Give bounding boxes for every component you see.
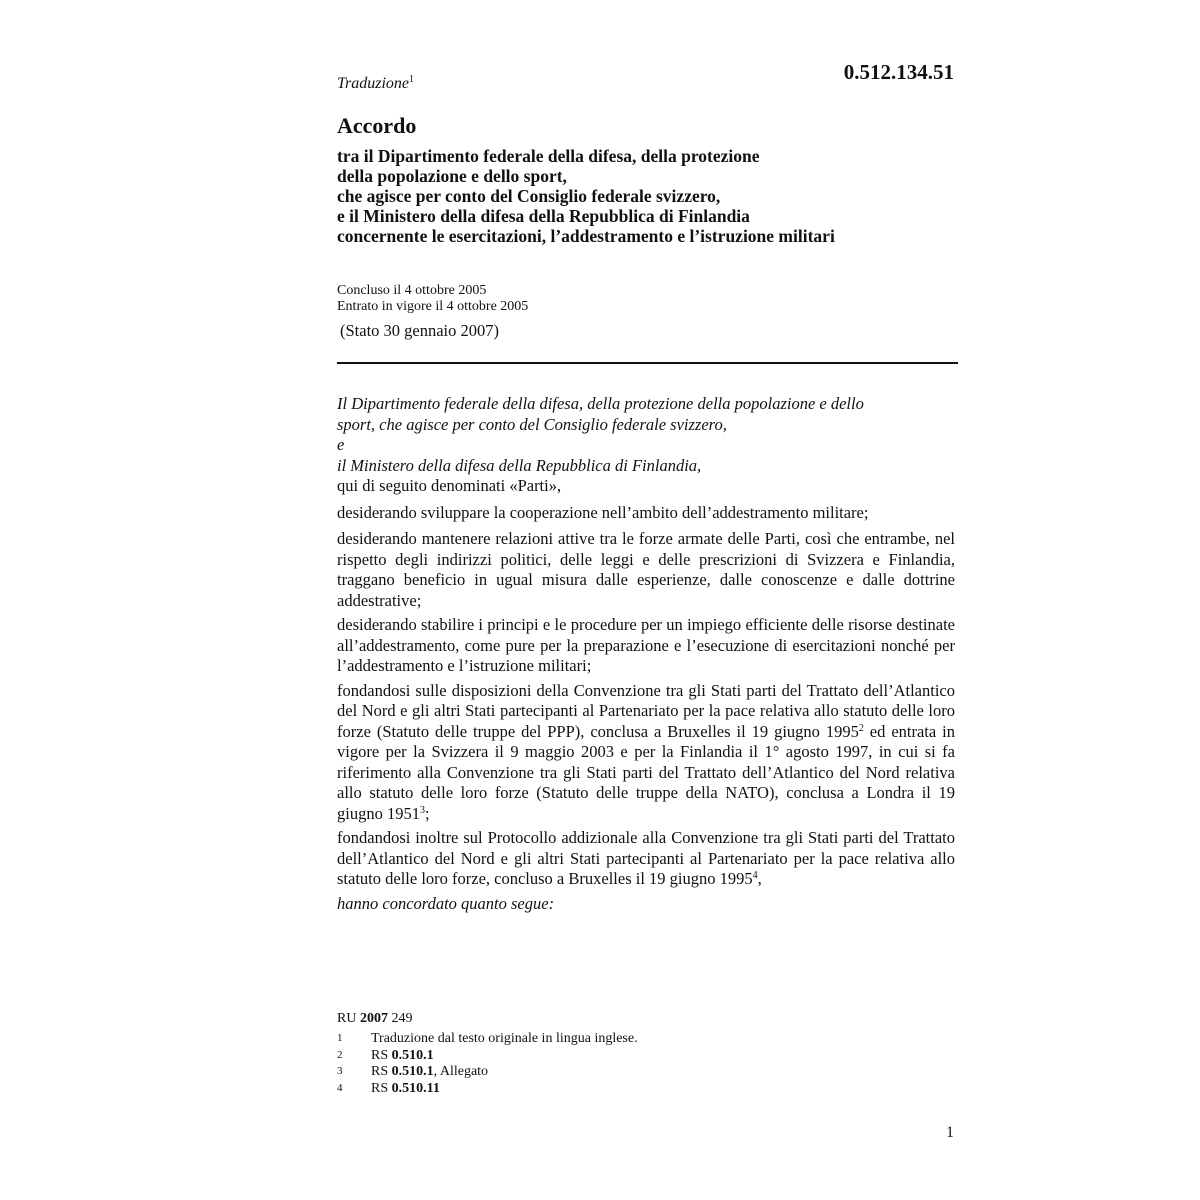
footnote [337,1081,638,1098]
dates-block [337,283,528,315]
recital-4 [337,681,955,825]
footnote-ref-1: 1 [409,74,415,85]
in-force-date: Entrato in vigore il 4 ottobre 2005 [337,299,529,314]
subtitle-line: della popolazione e dello sport, [337,166,567,186]
status-date: (Stato 30 gennaio 2007) [340,321,500,340]
subtitle-line: concernente le esercitazioni, l’addestramento e l’istruzione militari [337,226,835,246]
footnote-number: 3 [337,1065,343,1077]
page-number: 1 [946,1124,954,1141]
subtitle-line: che agisce per conto del Consiglio federale svizzero, [337,186,721,206]
translation-note [337,74,414,93]
footnote-text [371,1064,488,1081]
horizontal-rule [337,362,958,364]
conjunction: e [337,435,345,454]
document-number: 0.512.134.51 [843,60,954,84]
footnote-text-main: Traduzione dal testo originale in lingua inglese. [371,1031,638,1046]
footnote-number: 4 [337,1081,343,1094]
recital-4-text-b: ed entrata in vigore per la Svizzera il 9 maggio 2003 e per la Finlandia il 1° agosto 1997, in cui si fa riferimento alla Convenzione tra gli Stati parti del Trattato dell’Atlantico del Nord relativa allo statuto delle loro forze (Statuto delle truppe della NATO), conclusa a Londra il 19 giugno 1951 [337,721,956,823]
ru-prefix: RU [337,1011,360,1026]
recital-1: desiderando sviluppare la cooperazione nell’ambito dell’addestramento militare; [337,502,869,522]
ru-year: 2007 [359,1011,388,1026]
official-collection-ref [337,1011,412,1027]
footnote-text [371,1081,440,1098]
recital-4-text-c: ; [424,803,430,823]
footnotes [337,1031,638,1097]
footnote-text-main: RS [371,1064,392,1079]
closing-formula: hanno concordato quanto segue: [337,893,555,913]
document-subtitle [337,146,967,246]
party-1-line-1: Il Dipartimento federale della difesa, della protezione della popolazione e dello [337,394,864,413]
subtitle-line: e il Ministero della difesa della Repubblica di Finlandia [337,206,750,226]
footnote-ref-4: 4 [752,870,758,881]
subtitle-line: tra il Dipartimento federale della difesa, della protezione [337,146,760,166]
footnote-ref-2: 2 [858,722,864,734]
footnote-text-rest: , Allegato [433,1064,489,1079]
footnote-text-bold: 0.510.11 [391,1080,440,1096]
ru-page: 249 [387,1011,413,1026]
footnote [337,1048,638,1065]
footnote-text [371,1048,434,1065]
recital-5 [337,828,955,890]
footnote-text-bold: 0.510.1 [391,1047,434,1063]
document-title: Accordo [337,113,417,138]
party-1-line-2: sport, che agisce per conto del Consiglio federale svizzero, [337,414,727,434]
footnote [337,1031,638,1048]
recital-4-text-a: fondandosi sulle disposizioni della Convenzione tra gli Stati parti del Trattato dell’Atlantico del Nord e gli altri Stati partecipanti al Partenariato per la pace relativa allo statuto delle loro forze (Statuto delle truppe del PPP), conclusa a Bruxelles il 19 giugno 1995 [337,680,955,741]
footnote-number: 2 [337,1048,343,1061]
footnote-text-main: RS [371,1080,392,1096]
translation-label: Traduzione [337,75,410,92]
footnote [337,1064,638,1081]
concluded-date: Concluso il 4 ottobre 2005 [337,283,487,298]
footnote-text-bold: 0.510.1 [391,1064,434,1079]
recital-5-text-b: , [757,869,762,888]
recital-5-text-a: fondandosi inoltre sul Protocollo addizionale alla Convenzione tra gli Stati parti del Trattato dell’Atlantico del Nord e gli altri Stati partecipanti al Partenariato per la pace relativa allo statuto delle loro forze, concluso a Bruxelles il 19 giugno 1995 [337,828,955,888]
recital-3: desiderando stabilire i principi e le procedure per un impiego efficiente delle risorse destinate all’addestramento, come pure per la preparazione e l’esecuzione di esercitazioni nonché per l’addestramento e l’istruzione militari; [337,615,955,675]
recital-2: desiderando mantenere relazioni attive tra le forze armate delle Parti, così che entrambe, nel rispetto degli indirizzi politici, delle leggi e delle prescrizioni di Svizzera e Finlandia, traggano beneficio in ugual misura dalle esperienze, dalle conoscenze e dalle dottrine addestrative; [337,529,955,610]
footnote-ref-3: 3 [419,804,425,816]
footnote-text-main: RS [371,1047,392,1063]
footnote-text [371,1031,638,1048]
parties-denomination: qui di seguito denominati «Parti», [337,476,562,495]
footnote-number: 1 [337,1032,343,1044]
party-2: il Ministero della difesa della Repubblica di Finlandia, [337,455,702,475]
preamble [337,394,955,914]
